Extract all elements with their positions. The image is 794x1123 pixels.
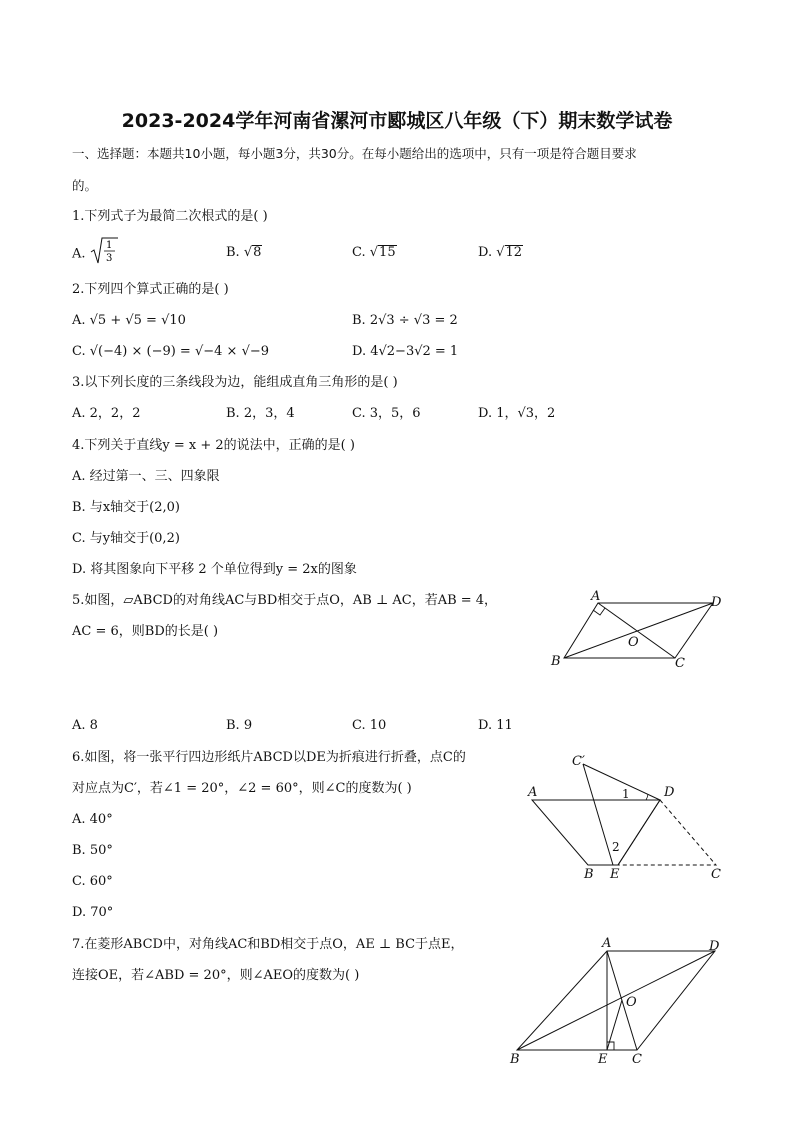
q4-option-c[interactable]: C. 与y轴交于(0,2) — [72, 531, 180, 546]
q6-option-a[interactable]: A. 40° — [72, 812, 113, 827]
q1-d-prefix: D. √ — [478, 245, 505, 260]
q5-option-a[interactable]: A. 8 — [72, 718, 98, 733]
q1-a-radical — [90, 236, 120, 266]
q1-c-prefix: C. √ — [352, 245, 379, 260]
q7-label-c: C — [632, 1052, 642, 1065]
q7-rhombus-figure — [505, 933, 730, 1065]
q6-stem-line2: 对应点为C′，若∠1 = 20°，∠2 = 60°，则∠C的度数为( ) — [72, 781, 412, 796]
q2-option-d[interactable]: D. 4√2−3√2 = 1 — [352, 344, 459, 359]
q4-option-a[interactable]: A. 经过第一、三、四象限 — [72, 469, 220, 484]
q1-a-prefix: A. — [72, 246, 86, 262]
q3-option-b[interactable]: B. 2，3，4 — [226, 406, 295, 421]
q1-option-d[interactable] — [478, 245, 523, 261]
q7-stem-line2: 连接OE，若∠ABD = 20°，则∠AEO的度数为( ) — [72, 968, 360, 983]
q5-option-c[interactable]: C. 10 — [352, 718, 387, 733]
q1-b-radicand: 8 — [253, 245, 262, 260]
q2-option-a[interactable]: A. √5 + √5 = √10 — [72, 313, 186, 328]
q7-label-b: B — [510, 1052, 520, 1065]
q6-folded-edges — [583, 764, 660, 865]
q6-label-c: C — [711, 867, 721, 882]
q6-label-c-prime: C′ — [572, 754, 585, 769]
q6-parallelogram — [532, 800, 660, 865]
q4-option-d[interactable]: D. 将其图象向下平移 2 个单位得到y = 2x的图象 — [72, 562, 357, 577]
q1-c-radicand: 15 — [379, 245, 396, 260]
q2-option-b[interactable]: B. 2√3 ÷ √3 = 2 — [352, 313, 458, 328]
q3-stem: 3.以下列长度的三条线段为边，能组成直角三角形的是( ) — [72, 375, 398, 390]
q3-option-c[interactable]: C. 3，5，6 — [352, 406, 421, 421]
q6-label-e: E — [610, 867, 620, 882]
q6-option-b[interactable]: B. 50° — [72, 843, 113, 858]
q6-label-a: A — [528, 785, 538, 800]
q5-label-o: O — [628, 635, 639, 650]
q5-label-d: D — [711, 595, 722, 610]
q1-d-radicand: 12 — [505, 245, 523, 260]
q5-label-b: B — [551, 654, 561, 669]
q6-stem-line1: 6.如图，将一张平行四边形纸片ABCD以DE为折痕进行折叠，点C的 — [72, 750, 466, 765]
q6-label-d: D — [664, 785, 675, 800]
q1-a-denominator: 3 — [105, 253, 113, 264]
q5-stem-line1: 5.如图，▱ABCD的对角线AC与BD相交于点O，AB ⊥ AC，若AB = 4， — [72, 593, 498, 608]
q5-stem-line2: AC = 6，则BD的长是( ) — [72, 624, 219, 639]
q1-option-a[interactable] — [72, 239, 120, 269]
q4-stem: 4.下列关于直线y = x + 2的说法中，正确的是( ) — [72, 438, 355, 453]
page-title: 2023-2024学年河南省漯河市郾城区八年级（下）期末数学试卷 — [121, 110, 673, 132]
q1-a-numerator: 1 — [105, 240, 113, 251]
q6-option-d[interactable]: D. 70° — [72, 905, 114, 920]
q5-parallelogram-figure — [548, 588, 738, 672]
q7-segment-oe — [607, 1000, 622, 1050]
q1-stem: 1.下列式子为最简二次根式的是( ) — [72, 209, 268, 224]
q6-dashed-original — [618, 800, 716, 865]
q1-option-b[interactable] — [226, 245, 262, 261]
q6-angle1-label: 1 — [622, 787, 630, 801]
section-header-line2: 的。 — [72, 178, 98, 193]
section-header-line1: 一、选择题：本题共10小题，每小题3分，共30分。在每小题给出的选项中，只有一项是符合题目要求 — [72, 146, 637, 161]
q6-angle2-label: 2 — [612, 840, 620, 854]
q7-label-d: D — [709, 939, 720, 954]
q6-label-b: B — [584, 867, 594, 882]
q1-b-prefix: B. √ — [226, 245, 253, 260]
q6-option-c[interactable]: C. 60° — [72, 874, 113, 889]
q7-label-o: O — [626, 995, 637, 1010]
q5-label-a: A — [591, 589, 601, 604]
q2-stem: 2.下列四个算式正确的是( ) — [72, 282, 229, 297]
q3-option-a[interactable]: A. 2，2，2 — [72, 406, 141, 421]
q6-angle1-arc — [646, 794, 648, 800]
q4-option-b[interactable]: B. 与x轴交于(2,0) — [72, 500, 180, 515]
q5-option-b[interactable]: B. 9 — [226, 718, 253, 733]
q1-option-c[interactable] — [352, 245, 397, 261]
q6-edge-ce-prime — [583, 764, 613, 865]
q7-label-a: A — [602, 936, 612, 951]
q7-stem-line1: 7.在菱形ABCD中，对角线AC和BD相交于点O，AE ⊥ BC于点E， — [72, 937, 464, 952]
q5-option-d[interactable]: D. 11 — [478, 718, 513, 733]
q7-diagonal-bd — [517, 951, 715, 1050]
q7-label-e: E — [598, 1052, 608, 1065]
q2-option-c[interactable]: C. √(−4) × (−9) = √−4 × √−9 — [72, 344, 270, 359]
q5-label-c: C — [675, 656, 685, 671]
q6-fold-figure — [520, 745, 730, 885]
q3-option-d[interactable]: D. 1，√3，2 — [478, 406, 556, 421]
